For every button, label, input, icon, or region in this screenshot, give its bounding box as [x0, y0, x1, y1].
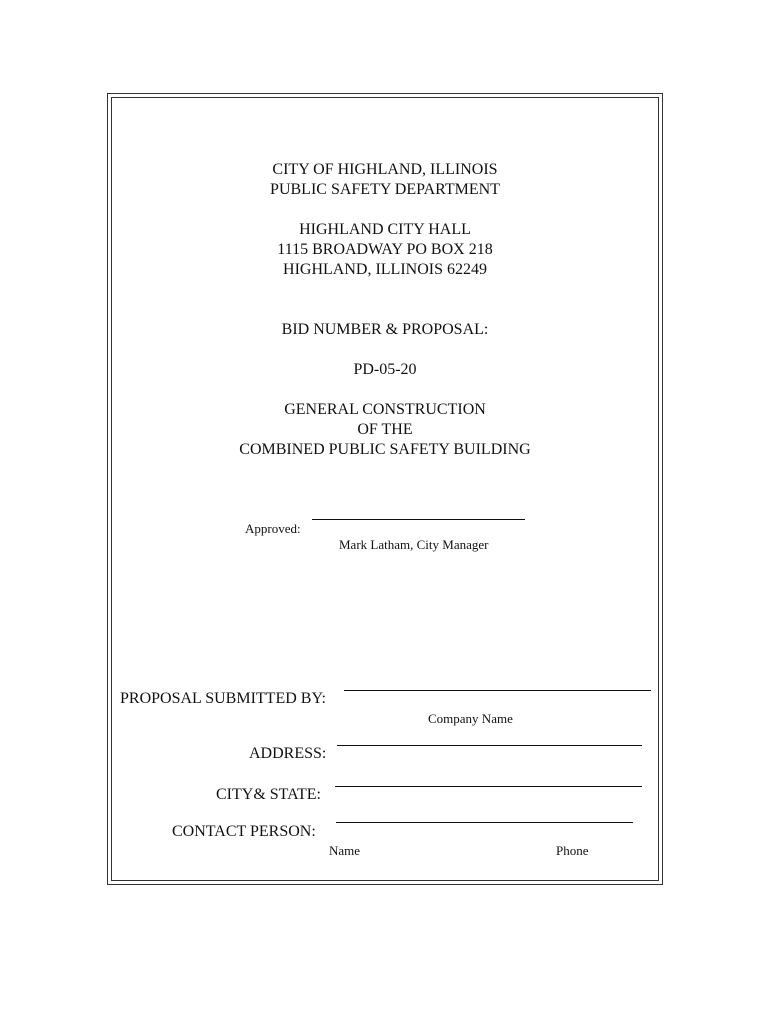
phone-caption: Phone	[556, 843, 589, 858]
company-name-caption: Company Name	[428, 711, 513, 726]
name-caption: Name	[329, 843, 361, 858]
contact-person-label: CONTACT PERSON:	[172, 823, 316, 840]
address-label: ADDRESS:	[249, 745, 327, 762]
contact-person-field[interactable]	[336, 822, 633, 823]
approved-label: Approved:	[245, 521, 301, 536]
bid-title-line2: OF THE	[357, 421, 413, 438]
company-name-field[interactable]	[344, 690, 651, 691]
bid-number: PD-05-20	[353, 361, 417, 378]
city-state-label: CITY& STATE:	[216, 786, 321, 803]
street-address: 1115 BROADWAY PO BOX 218	[277, 241, 493, 258]
approver-name: Mark Latham, City Manager	[339, 537, 489, 552]
submitted-by-label: PROPOSAL SUBMITTED BY:	[120, 690, 326, 707]
city-state-zip: HIGHLAND, ILLINOIS 62249	[283, 261, 487, 278]
bid-title-line3: COMBINED PUBLIC SAFETY BUILDING	[239, 441, 531, 458]
hall-name: HIGHLAND CITY HALL	[299, 221, 471, 238]
page-border-inner	[111, 97, 659, 881]
department-heading: PUBLIC SAFETY DEPARTMENT	[270, 181, 500, 198]
approval-signature-line[interactable]	[312, 519, 525, 520]
city-heading: CITY OF HIGHLAND, ILLINOIS	[272, 161, 498, 178]
city-state-field[interactable]	[335, 786, 642, 787]
address-field[interactable]	[337, 745, 642, 746]
bid-title-line1: GENERAL CONSTRUCTION	[284, 401, 486, 418]
bid-label: BID NUMBER & PROPOSAL:	[281, 321, 489, 338]
